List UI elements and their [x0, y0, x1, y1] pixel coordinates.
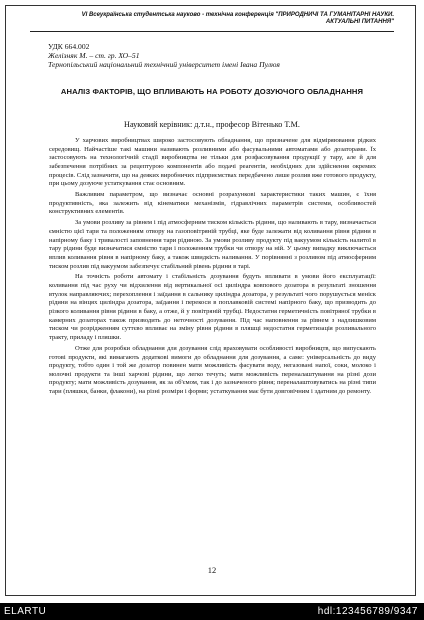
scientific-supervisor: Науковий керівник: д.т.н., професор Вітенько Т.М.: [124, 120, 300, 129]
institution: Тернопільський національний технічний університет імені Івана Пулюя: [48, 60, 280, 69]
conference-header-line2: АКТУАЛЬНІ ПИТАННЯ": [325, 19, 394, 25]
article-body: [49, 137, 376, 399]
paragraph-3: За умови розливу за рівнем і під атмосферним тиском кількість рідини, що наливають в тару, визначається ємністю цієї тари та положенням отвору на газоповітряній трубці, яке буде залежати від коливання рівня рідини в напірному баку і тривалості заповнення тари рідиною. За умови розливу продукту під вакуумом кількість налитої в тару рідини буде визначатися ємністю тари і положенням трубки чи отвору на ній. У цьому випадку виключається вплив коливання рівня в напірному баку, а також швидкість наливання. У порівнянні з розливом під атмосферним тиском розлив під вакуумом забезпечує стабільний рівень рідини в тарі.: [49, 219, 376, 270]
udk-code: УДК 664.002: [48, 42, 90, 51]
repository-footer: [0, 603, 424, 620]
header-divider: [30, 31, 394, 32]
paragraph-2: Важливим параметром, що визначає основні розрахункові характеристики таких машин, є їхня продуктивність, яка залежить від кінематики механізмів, гідравлічних параметрів системи, особливостей конструктивних елементів.: [49, 191, 376, 216]
handle-link[interactable]: hdl:123456789/9347: [317, 606, 418, 617]
article-title: АНАЛІЗ ФАКТОРІВ, ЩО ВПЛИВАЮТЬ НА РОБОТУ ДОЗУЮЧОГО ОБЛАДНАННЯ: [60, 87, 364, 96]
conference-header: [30, 12, 394, 26]
paragraph-4: На точність роботи автомату і стабільність дозування будуть впливати в умови його експлуатації: коливання під час руху чи відхилення від вертикальної осі циліндра ковпового дозатора в результаті зношення втулок направляючих; перехоплення і заїдання в сальнику циліндра дозатора, у результаті чого порушується меніск рідини на вінцях циліндра дозатора, заїдання і перекоси в поплавковій системі напірного баку, що призводить до різкого коливання рівня рідини в баку, а отже, й у повітряній трубці. Недостатня герметичність повітряної трубки в камерних дозаторах також призводить до неточності дозування. Під час наповнення за рівнем з надлишковим тиском чи розрідженням суттєво впливає на зміну рівня рідини в пляшці недостатня герметизація розливального тракту, приладу і пляшки.: [49, 273, 376, 341]
conference-header-line1: VI Всеукраїнська студентська науково - технічна конференція "ПРИРОДНИЧІ ТА ГУМАНІТАРНІ НАУКИ.: [81, 12, 394, 18]
authors: Желізняк М. – ст. гр. ХО–51: [48, 51, 140, 60]
page-number: 12: [207, 565, 217, 575]
repository-name: ELARTU: [4, 606, 47, 617]
paragraph-1: У харчових виробництвах широко застосовують обладнання, що призначене для відміряювання рідких середовищ. Найчастіше такі машини називають розливними або фасувальними автоматами або дозаторами. Їх застосовують на технологічній стадії виробництва не тільки для розфасовування продукції у тару, але й для забезпечення потрібних за рецептурою компонентів або подачі реагентів, необхідних для здійснення окремих процесів. Слід зазначити, що на деяких виробничих підприємствах передбачено лише розлив вже готового продукту, при цьому дозуюче устаткування стає основним.: [49, 137, 376, 188]
paragraph-5: Отже для розробки обладнання для дозування слід враховувати особливості виробництв, що випускають готові продукти, які вимагають додаткові вимоги до обладнання для дозування, а саме: універсальність до виду продукту, тобто один і той же дозатор повинен мати можливість фасувати воду, негазовані напої, соки, молоко і молочні продукти та інші харчові рідини, що легко течуть; мати можливість переналаштування на різні дози продукту; мати можливість дозування, як за об'ємом, так і до зазначеного рівня; переналаштовуватись на різні типи тари (пляшки, банки, флакони), на різні розміри і форми; устаткування має бути довговічним і здатним до ремонту.: [49, 344, 376, 396]
